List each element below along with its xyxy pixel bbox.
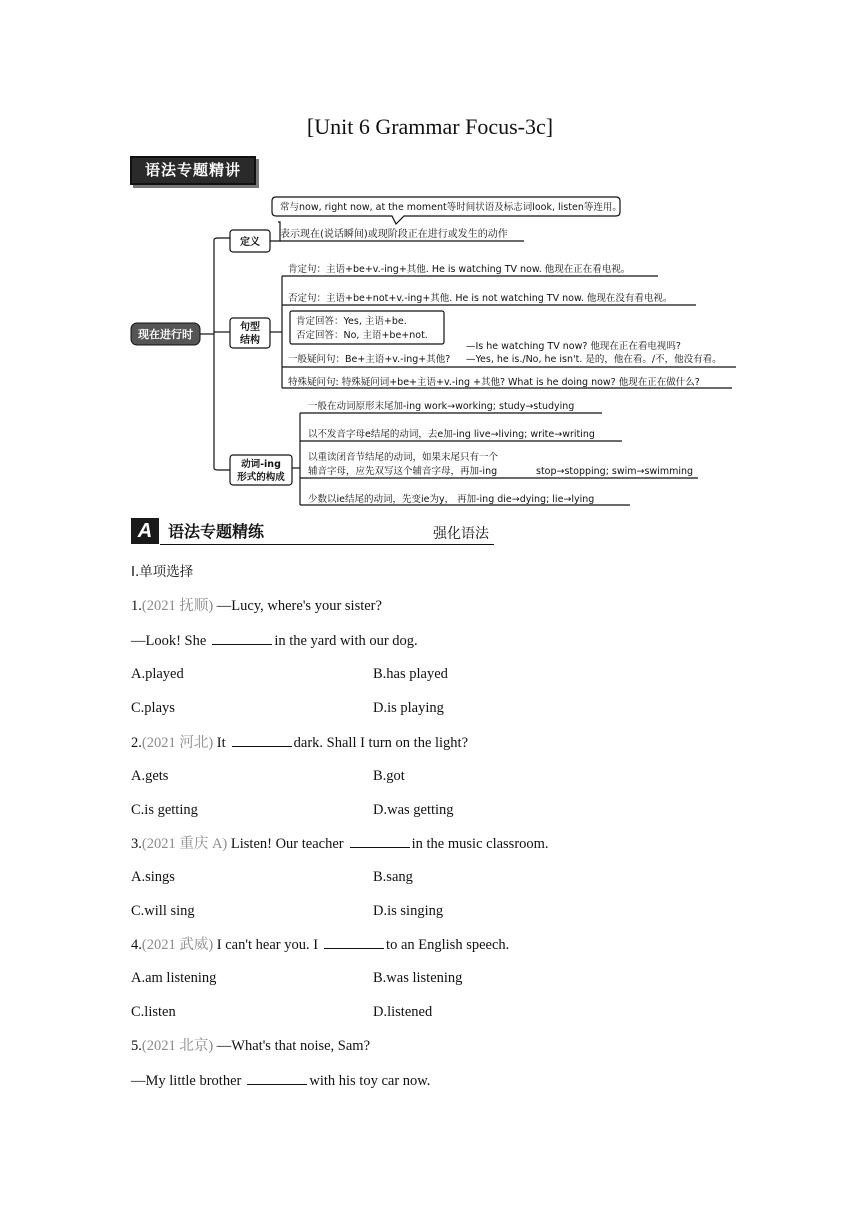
section-header-tag: 语法专题精讲 bbox=[130, 156, 256, 185]
question-3-option-c[interactable]: C.will sing bbox=[131, 903, 195, 919]
negative-sentence: 否定句：主语+be+not+v.-ing+其他. He is not watching TV now. 他现在没有看电视。 bbox=[288, 293, 673, 304]
question-3-stem-pre: Listen! Our teacher bbox=[230, 836, 344, 852]
question-2-option-d[interactable]: D.was getting bbox=[373, 802, 454, 818]
question-1-stem bbox=[131, 596, 382, 616]
general-question-example-2: —Yes, he is./No, he isn't. 是的，他在看。/不，他没有看。 bbox=[466, 354, 722, 365]
question-5-text: —What's that noise, Sam? bbox=[216, 1038, 371, 1054]
question-3-blank[interactable] bbox=[350, 833, 410, 848]
section-a-letter: A bbox=[131, 518, 159, 544]
ing-rule-3a: 以重读闭音节结尾的动词，如果末尾只有一个 bbox=[308, 452, 499, 463]
yes-answer: 肯定回答：Yes, 主语+be. bbox=[296, 316, 407, 327]
ing-rule-2: 以不发音字母e结尾的动词，去e加-ing live→living; write→writing bbox=[308, 429, 595, 440]
question-2-stem-pre: It bbox=[216, 735, 226, 751]
root-label: 现在进行时 bbox=[138, 328, 193, 341]
question-3-stem-post: in the music classroom. bbox=[411, 836, 549, 852]
question-4-blank[interactable] bbox=[324, 934, 384, 949]
question-2-source: (2021 河北) bbox=[141, 735, 214, 751]
question-2-option-c[interactable]: C.is getting bbox=[131, 802, 198, 818]
definition-callout-text: 常与now, right now, at the moment等时间状语及标志词look, listen等连用。 bbox=[280, 202, 622, 213]
question-5-line2-post: with his toy car now. bbox=[309, 1073, 431, 1089]
question-1-blank[interactable] bbox=[212, 630, 272, 645]
page-title: [Unit 6 Grammar Focus-3c] bbox=[306, 114, 554, 139]
question-1-line2-pre: —Look! She bbox=[131, 633, 207, 649]
question-2-option-b[interactable]: B.got bbox=[373, 768, 405, 784]
structure-label-2: 结构 bbox=[240, 335, 260, 346]
structure-label-1: 句型 bbox=[240, 322, 260, 333]
question-4-number: 4. bbox=[131, 937, 142, 953]
general-question: 一般疑问句：Be+主语+v.-ing+其他? bbox=[288, 354, 451, 365]
question-4-option-c[interactable]: C.listen bbox=[131, 1004, 176, 1020]
question-2-option-a[interactable]: A.gets bbox=[131, 768, 169, 784]
question-1-number: 1. bbox=[131, 598, 142, 614]
question-4-option-a[interactable]: A.am listening bbox=[131, 970, 217, 986]
question-3-stem bbox=[131, 833, 549, 854]
question-1-line2-post: in the yard with our dog. bbox=[274, 633, 418, 649]
question-4-stem-post: to an English speech. bbox=[386, 937, 510, 953]
definition-text: 表示现在(说话瞬间)或现阶段正在进行或发生的动作 bbox=[280, 229, 508, 240]
question-5-source: (2021 北京) bbox=[141, 1038, 214, 1054]
question-3-option-d[interactable]: D.is singing bbox=[373, 903, 444, 919]
mind-map bbox=[0, 0, 860, 520]
question-5-line2-pre: —My little brother bbox=[131, 1073, 242, 1089]
special-question: 特殊疑问句: 特殊疑问词+be+主语+v.-ing +其他? What is he doing now? 他现在正在做什么? bbox=[288, 377, 700, 388]
ing-rule-1: 一般在动词原形末尾加-ing work→working; study→studying bbox=[308, 401, 575, 412]
question-1-option-b[interactable]: B.has played bbox=[373, 666, 448, 682]
affirmative-sentence: 肯定句：主语+be+v.-ing+其他. He is watching TV now. 他现在正在看电视。 bbox=[288, 264, 631, 275]
question-3-option-b[interactable]: B.sang bbox=[373, 869, 413, 885]
ing-rule-3b: 辅音字母，应先双写这个辅音字母，再加-ing bbox=[308, 466, 498, 477]
question-3-option-a[interactable]: A.sings bbox=[131, 869, 175, 885]
question-1-option-a[interactable]: A.played bbox=[131, 666, 184, 682]
question-5-number: 5. bbox=[131, 1038, 142, 1054]
question-4-option-b[interactable]: B.was listening bbox=[373, 970, 463, 986]
question-4-stem bbox=[131, 934, 509, 955]
question-4-option-d[interactable]: D.listened bbox=[373, 1004, 433, 1020]
question-1-source: (2021 抚顺) bbox=[141, 598, 214, 614]
section-a-title: 语法专题精练 bbox=[168, 522, 265, 541]
part-heading: Ⅰ.单项选择 bbox=[131, 564, 194, 580]
question-2-blank[interactable] bbox=[232, 732, 292, 747]
section-a-subtitle: 强化语法 bbox=[433, 526, 489, 542]
definition-label: 定义 bbox=[240, 237, 260, 248]
no-answer: 否定回答：No, 主语+be+not. bbox=[296, 330, 428, 341]
question-1-text: —Lucy, where's your sister? bbox=[216, 598, 382, 614]
question-2-number: 2. bbox=[131, 735, 142, 751]
ing-form-label-2: 形式的构成 bbox=[237, 472, 285, 483]
question-4-stem-pre: I can't hear you. I bbox=[216, 937, 319, 953]
question-2-stem-post: dark. Shall I turn on the light? bbox=[293, 735, 469, 751]
question-5-blank[interactable] bbox=[247, 1070, 307, 1085]
question-4-source: (2021 武威) bbox=[141, 937, 214, 953]
general-question-example-1: —Is he watching TV now? 他现在正在看电视吗? bbox=[466, 341, 681, 352]
question-1-line2 bbox=[131, 630, 418, 651]
question-3-source: (2021 重庆 A) bbox=[141, 836, 228, 852]
question-1-option-d[interactable]: D.is playing bbox=[373, 700, 444, 716]
question-1-option-c[interactable]: C.plays bbox=[131, 700, 175, 716]
question-3-number: 3. bbox=[131, 836, 142, 852]
question-5-line2 bbox=[131, 1070, 430, 1091]
question-5-stem bbox=[131, 1036, 370, 1056]
ing-form-label-1: 动词-ing bbox=[241, 459, 281, 470]
ing-rule-4: 少数以ie结尾的动词，先变ie为y， 再加-ing die→dying; lie→lying bbox=[308, 494, 595, 505]
question-2-stem bbox=[131, 732, 468, 753]
ing-rule-3-example: stop→stopping; swim→swimming bbox=[536, 466, 694, 477]
section-a-underline bbox=[160, 544, 494, 545]
